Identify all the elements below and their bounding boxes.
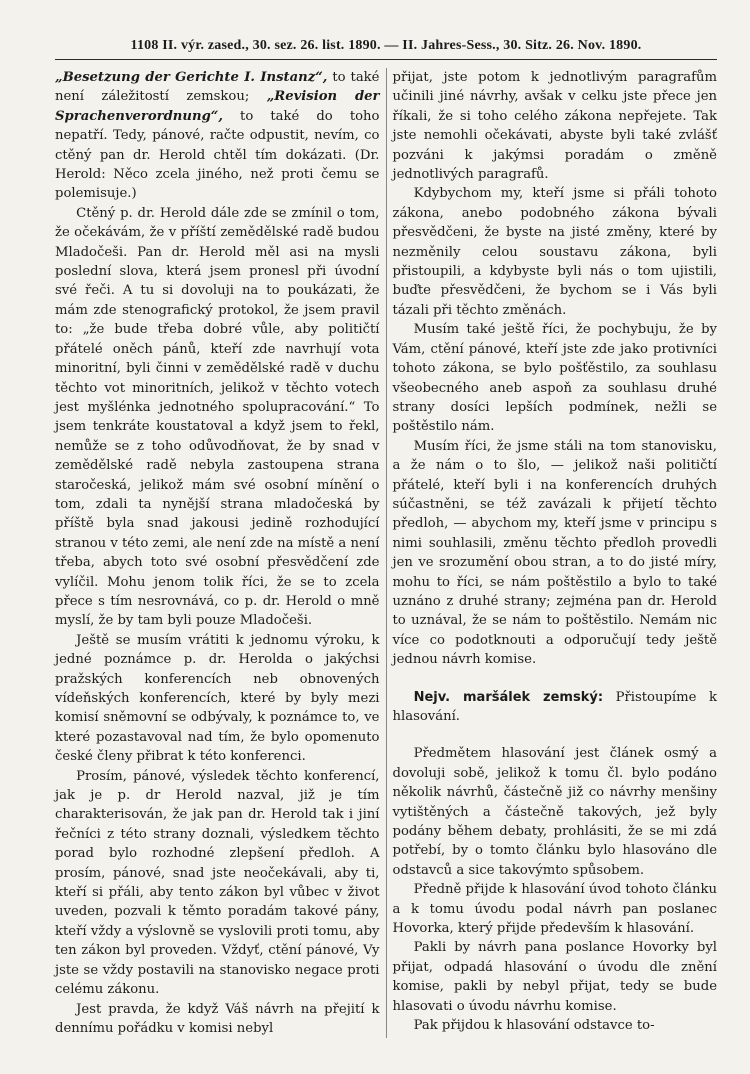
paragraph: Prosím, pánové, výsledek těchto konferencí, jak je p. dr Herold nazval, již je tím charakterisován, že jak pan dr. Herold tak i jiní řečníci z této strany doznali, výsledkem těchto porad bylo rozhodné zlepšení předloh. A prosím, pánové, snad jste neočekávali, aby ti, kteří si přáli, aby tento zákon byl vůbec v život uveden, pozvali k těmto poradám takové pány, kteří vždy a výslovně se vyslovili proti tomu, aby ten zákon byl proveden. Vždyť, ctění pánové, Vy jste se vždy postavili na stanovisko negace proti celému zákonu. bbox=[55, 768, 380, 998]
quoted-title: „Besetzung der Gerichte I. Instanz“, bbox=[55, 70, 328, 85]
paragraph: Musím říci, že jsme stáli na tom stanovisku, a že nám o to šlo, — jelikož naši političtí přátelé, kteří byli i na konferencích druhých súčastněni, se též zavázali k přijetí těchto předloh, — abychom my, kteří jsme v principu s nimi souhlasili, změnu těchto předloh provedli jen ve srozumění obou stran, a to do jisté míry, mohu to říci, se nám poštěstilo a bylo to také uznáno z druhé strany; zejména pan dr. Herold to uznával, že se nám to poštěstilo. Nemám nic více co podotknouti a odporučují tedy ještě jednou návrh komise. bbox=[392, 438, 717, 668]
paragraph: Předmětem hlasování jest článek osmý a dovoluji sobě, jelikož k tomu čl. bylo podáno několik návrhů, částečně již co návrhy menšiny vytištěných a částečně takových, jež byly podány během debaty, prohlásiti, že se mi zdá potřebí, by o tomto článku bylo hlasováno dle odstavců a sice takovýmto spůsobem. bbox=[392, 746, 717, 878]
right-column bbox=[393, 68, 718, 1038]
paragraph: Musím také ještě říci, že pochybuju, že by Vám, ctění pánové, kteří jste zde jako protivníci tohoto zákona, se bylo pošťěstilo, za souhlasu všeobecného aneb aspoň za souhlasu druhé strany dosíci lepších podmínek, nežli se poštěstilo nám. bbox=[392, 322, 717, 435]
page-header: 1108 II. výr. zased., 30. sez. 26. list. 1890. — II. Jahres-Sess., 30. Sitz. 26. Nov. 1890. bbox=[55, 38, 717, 60]
paragraph: Ctěný p. dr. Herold dále zde se zmínil o tom, že očekávám, že v příští zemědělské radě budou Mladočeši. Pan dr. Herold měl asi na mysli poslední slova, která jsem pronesl při úvodní své řeči. A tu si dovoluji na to poukázati, že mám zde stenografický protokol, že jsem pravil to: „že bude třeba dobré vůle, aby političtí přátelé oněch pánů, kteří zde navrhují vota minoritní, byli činni v zemědělské radě v duchu těchto vot minoritních, jelikož v těchto votech jest myšlénka jednotného spolupracování.“ To jsem tenkráte koustatoval a když jsem to řekl, nemůže se z toho odůvodňovat, že by snad v zemědělské radě nebyla zastoupena strana staročeská, jelikož mám své osobní mínění o tom, zdali ta nynější strana mladočeská by příště byla snad jakousi jedině rozhodující stranou v této zemi, ale není zde na místě a není třeba, abych toto své osobní přesvědčení zde vylíčil. Mohu jenom tolik říci, že se to zcela přece s tím nesrovnává, co p. dr. Herold o mně myslí, že by tam byli pouze Mladočeši. bbox=[55, 205, 380, 629]
quoted-title: „Revision der Sprachenverordnung“, bbox=[55, 89, 380, 124]
paragraph: Pak přijdou k hlasování odstavce to- bbox=[413, 1018, 655, 1034]
paragraph: Ještě se musím vrátiti k jednomu výroku, k jedné poznámce p. dr. Herolda o jakýchsi pražských konferencích neb obnovených vídeňských konferencích, které by byly mezi komisí sněmovní se odbývaly, k poznámce to, ve které pozastavoval nad tím, že bylo opomenuto české členy přibrat k této konferenci. bbox=[55, 632, 380, 765]
paragraph bbox=[55, 68, 380, 204]
left-column bbox=[55, 68, 387, 1038]
paragraph: Předně přijde k hlasování úvod tohoto článku a k tomu úvodu podal návrh pan poslanec Hovorka, který přijde především k hlasování. bbox=[392, 882, 717, 937]
paragraph: přijat, jste potom k jednotlivým paragrafům učinili jiné návrhy, avšak v celku jste přece jen říkali, že si toho celého zákona nepřejete. Tak jste nemohli očekávati, abyste byli také zvlášť pozváni k jakýmsi poradám o změně jednotlivých paragrafů. bbox=[392, 70, 717, 183]
paragraph: Kdybychom my, kteří jsme si přáli tohoto zákona, anebo podobného zákona bývali přesvědčeni, že byste na jisté změny, které by nezměnily celou soustavu zákona, byli přistoupili, a kdybyste byli nás o tom ujistili, buďte přesvědčeni, že bychom se i Vás byli tázali při těchto změnách. bbox=[392, 186, 717, 318]
text-columns bbox=[55, 68, 717, 1038]
text-run: to také do toho nepatří. Tedy, pánové, račte odpustit, nevím, co ctěný pan dr. Herold chtěl tím dokázati. (Dr. Herold: Něco zcela jiného, než proti čemu se polemisuje.) bbox=[55, 108, 380, 202]
paragraph: Pakli by návrh pana poslance Hovorky byl přijat, odpadá hlasování o úvodu dle znění komise, pakli by nebyl přijat, tedy se bude hlasovati o úvodu návrhu komise. bbox=[392, 940, 717, 1014]
speaker-name: Nejv. maršálek zemský: bbox=[413, 689, 604, 705]
speech-text: Přistoupíme k hlasování. bbox=[392, 689, 717, 724]
paragraph: Jest pravda, že když Váš návrh na přejití k dennímu pořádku v komisi nebyl bbox=[55, 1001, 380, 1036]
speaker-paragraph bbox=[393, 688, 718, 727]
text-run: to také není záležitostí zemskou; bbox=[55, 70, 380, 105]
